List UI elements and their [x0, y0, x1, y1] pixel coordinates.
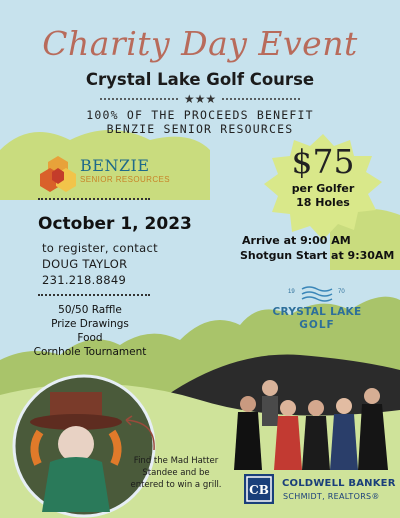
- divider-dotted: [38, 294, 150, 296]
- coldwell-banker-logo-icon: [244, 474, 274, 504]
- register-line: to register, contact: [42, 241, 158, 255]
- benefit-line-1: 100% OF THE PROCEEDS BENEFIT: [86, 108, 314, 122]
- activity-item: Food: [77, 332, 103, 344]
- sponsor-subtitle: SCHMIDT, REALTORS®: [283, 492, 380, 501]
- activity-item: 50/50 Raffle: [58, 304, 122, 316]
- benzie-subtitle: SENIOR RESOURCES: [80, 175, 170, 184]
- event-title: Charity Day Event: [42, 24, 358, 63]
- hatter-text-line: Standee and be: [142, 468, 210, 478]
- crystal-lake-year-right: 70: [338, 289, 345, 295]
- curved-arrow-icon: [120, 412, 160, 452]
- hatter-text-line: entered to win a grill.: [130, 480, 222, 490]
- team-photo: [232, 378, 390, 470]
- svg-text:★★★: ★★★: [183, 92, 217, 106]
- activity-item: Cornhole Tournament: [33, 346, 147, 358]
- venue-title: Crystal Lake Golf Course: [85, 70, 315, 89]
- hatter-text-line: Find the Mad Hatter: [133, 456, 219, 466]
- crystal-lake-name: CRYSTAL LAKE: [272, 306, 362, 318]
- star-divider: [100, 92, 300, 106]
- arrive-time: Arrive at 9:00 AM: [242, 234, 351, 247]
- benzie-name: BENZIE: [80, 156, 150, 175]
- sponsor-name: COLDWELL BANKER: [282, 478, 396, 489]
- crystal-lake-waves-icon: [300, 285, 334, 303]
- price: $75: [291, 142, 355, 181]
- contact-phone: 231.218.8849: [42, 273, 127, 287]
- activity-item: Prize Drawings: [51, 318, 129, 330]
- divider-dotted: [38, 198, 150, 200]
- crystal-lake-golf: GOLF: [299, 319, 335, 331]
- event-date: October 1, 2023: [38, 214, 192, 234]
- benefit-line-2: BENZIE SENIOR RESOURCES: [106, 122, 294, 136]
- contact-name: DOUG TAYLOR: [42, 257, 128, 271]
- holes-count: 18 Holes: [296, 196, 350, 209]
- crystal-lake-year-left: 19: [288, 289, 295, 295]
- price-per: per Golfer: [291, 182, 355, 195]
- shotgun-start: Shotgun Start at 9:30AM: [240, 249, 395, 262]
- benzie-logo-icon: [38, 154, 78, 194]
- svg-text:CB: CB: [249, 483, 269, 497]
